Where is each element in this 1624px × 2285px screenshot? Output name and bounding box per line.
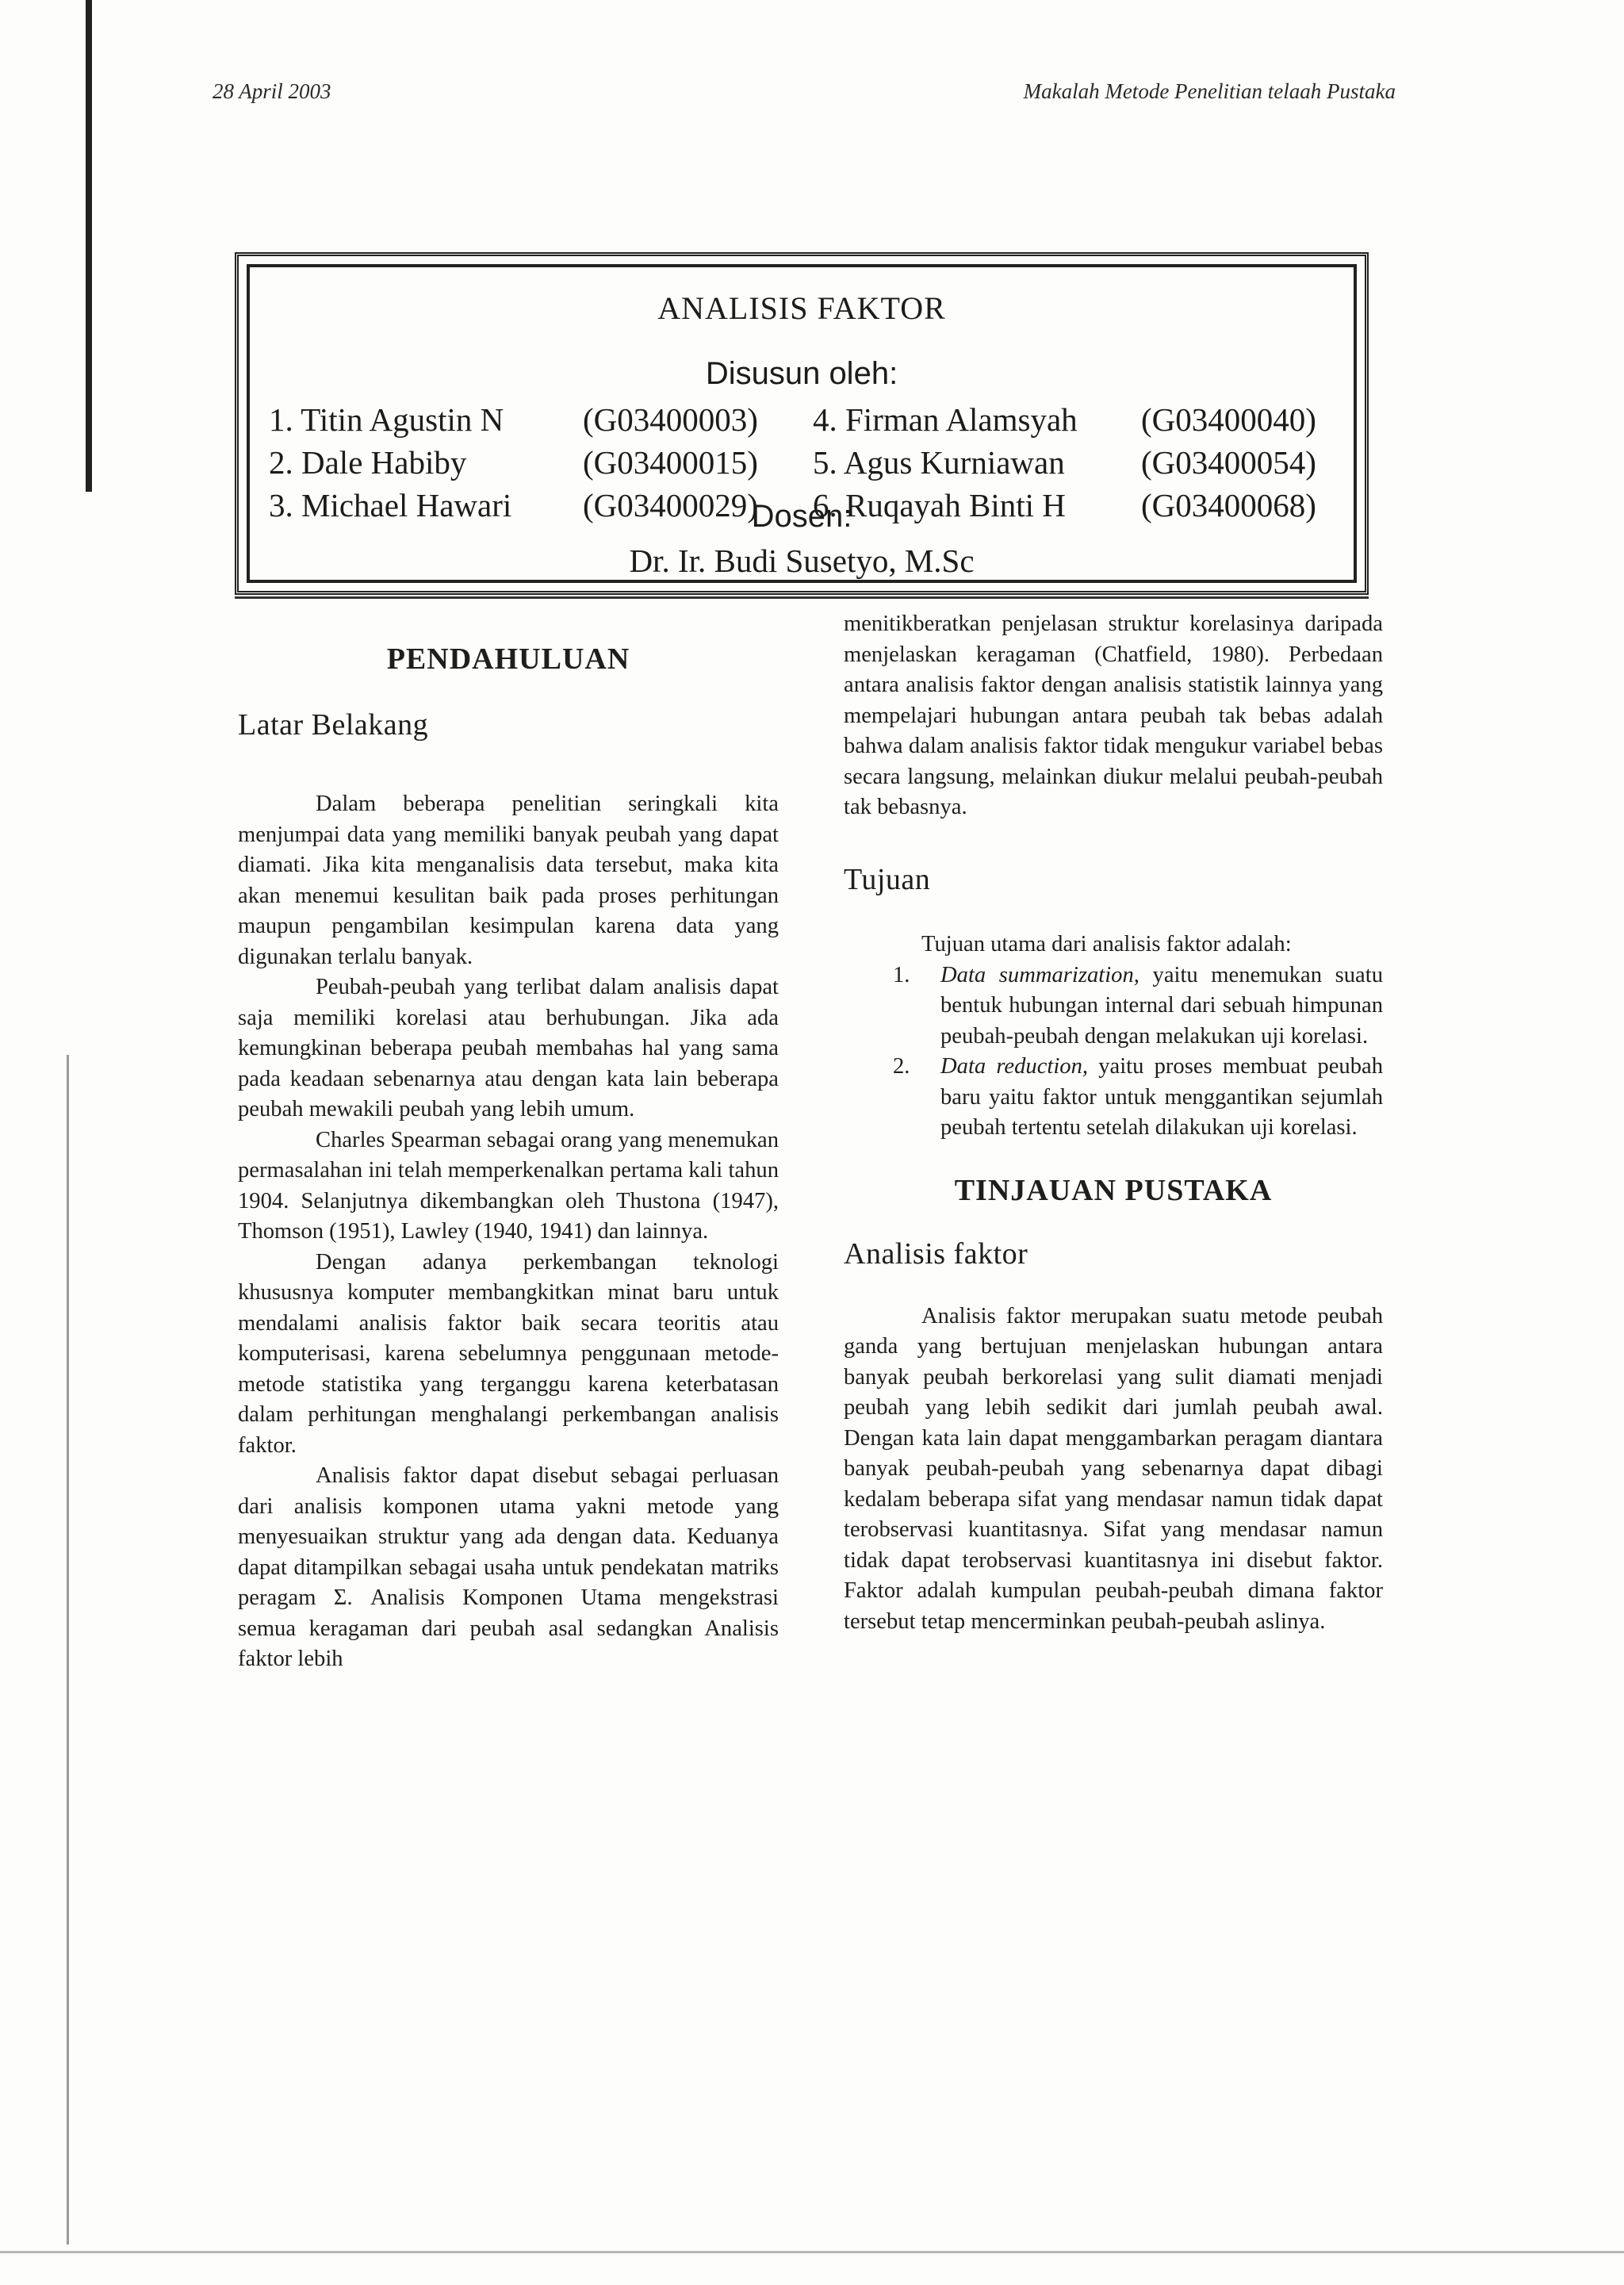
author-id: (G03400029) <box>583 487 758 523</box>
authored-by-label: Disusun oleh: <box>705 356 898 391</box>
title-box-underline <box>235 596 1369 599</box>
author-id: (G03400003) <box>583 401 758 438</box>
paper-title: ANALISIS FAKTOR <box>657 290 946 326</box>
section-heading-pendahuluan: PENDAHULUAN <box>386 642 630 676</box>
title-box-inner <box>247 264 1357 583</box>
author-id: (G03400015) <box>583 444 758 481</box>
tujuan-list <box>844 960 1383 1144</box>
header-running-title: Makalah Metode Penelitian telaah Pustaka <box>1023 79 1396 103</box>
paragraph-continuation: menitikberatkan penjelasan struktur korelasinya daripada menjelaskan keragaman (Chatfield, 1980). Perbedaan antara analisis faktor dengan analisis statistik lainnya yang mempelajari hubungan antara peubah tak bebas adalah bahwa dalam analisis faktor tidak mengukur variabel bebas secara langsung, melainkan diukur melalui peubah-peubah tak bebasnya. <box>844 612 1383 819</box>
list-item-text: yaitu menemukan suatu bentuk hubungan internal dari sebuah himpunan peubah-peubah dengan melakukan uji korelasi. <box>940 962 1383 1049</box>
list-item-text: yaitu proses membuat peubah baru yaitu faktor untuk menggantikan sejumlah peubah tertentu setelah dilakukan uji korelasi. <box>940 1054 1383 1140</box>
list-item-number: 1. <box>893 962 910 987</box>
list-item <box>844 1052 1383 1144</box>
author-id: (G03400054) <box>1141 444 1316 481</box>
scan-edge-mark <box>86 0 92 492</box>
title-box <box>235 252 1369 595</box>
scan-edge-mark-lower <box>67 1055 69 2245</box>
running-header <box>213 79 1396 104</box>
paragraph: Analisis faktor merupakan suatu metode peubah ganda yang bertujuan menjelaskan hubungan antara banyak peubah berkorelasi yang sulit diamati menjadi peubah yang lebih sedikit dari jumlah peubah awal. Dengan kata lain dapat menggambarkan peragam diantara banyak peubah-peubah yang sebenarnya dapat dibagi kedalam beberapa sifat yang mendasar namun tidak dapat terobservasi kuantitasnya. Sifat yang mendasar namun tidak dapat terobservasi kuantitasnya ini disebut faktor. Faktor adalah kumpulan peubah-peubah dimana faktor tersebut tetap mencerminkan peubah-peubah aslinya. <box>844 1303 1383 1634</box>
author-id: (G03400068) <box>1141 487 1316 523</box>
list-item-term: Data reduction, <box>940 1054 1089 1079</box>
subsection-heading-latar-belakang: Latar Belakang <box>238 707 429 742</box>
paragraph: Charles Spearman sebagai orang yang menemukan permasalahan ini telah memperkenalkan pertama kali tahun 1904. Selanjutnya dikembangkan oleh Thustona (1947), Thomson (1951), Lawley (1940, 1941) dan lainnya. <box>238 1127 779 1244</box>
section-heading-tinjauan-pustaka: TINJAUAN PUSTAKA <box>954 1173 1273 1207</box>
tujuan-intro: Tujuan utama dari analisis faktor adalah: <box>921 932 1292 957</box>
author-name: 5. Agus Kurniawan <box>813 444 1065 481</box>
list-item-number: 2. <box>893 1054 910 1079</box>
left-column <box>238 633 779 1675</box>
author-name: 1. Titin Agustin N <box>269 401 504 438</box>
subsection-heading-analisis-faktor: Analisis faktor <box>844 1237 1028 1271</box>
lecturer-label: Dosen: <box>751 499 852 534</box>
paragraph: Dalam beberapa penelitian seringkali kita menjumpai data yang memiliki banyak peubah yang dapat diamati. Jika kita menganalisis data tersebut, maka kita akan menemui kesulitan baik pada proses perhitungan maupun pengambilan kesimpulan karena data yang digunakan terlalu banyak. <box>238 792 779 969</box>
list-item-term: Data summarization, <box>940 962 1139 987</box>
paragraph: Dengan adanya perkembangan teknologi khususnya komputer membangkitkan minat baru untuk mendalami analisis faktor baik secara teoritis atau komputerisasi, karena sebelumnya penggunaan metode-metode statistika yang terganggu karena keterbatasan dalam perhitungan menghalangi perkembangan analisis faktor. <box>238 1249 779 1458</box>
paragraph: Peubah-peubah yang terlibat dalam analisis dapat saja memiliki korelasi atau berhubungan. Jika ada kemungkinan beberapa peubah membahas hal yang sama pada keadaan sebenarnya atau dengan kata lain beberapa peubah mewakili peubah yang lebih umum. <box>238 975 779 1121</box>
author-name: 6. Ruqayah Binti H <box>813 487 1066 523</box>
lecturer-name: Dr. Ir. Budi Susetyo, M.Sc <box>629 542 975 579</box>
right-column <box>844 609 1383 1637</box>
author-name: 3. Michael Hawari <box>269 487 512 523</box>
author-id: (G03400040) <box>1141 401 1316 438</box>
header-date: 28 April 2003 <box>213 79 331 103</box>
paragraph: Analisis faktor dapat disebut sebagai perluasan dari analisis komponen utama yakni metode yang menyesuaikan struktur yang ada dengan data. Keduanya dapat ditampilkan sebagai usaha untuk pendekatan matriks peragam Σ. Analisis Komponen Utama mengekstrasi semua keragaman dari peubah asal sedangkan Analisis faktor lebih <box>238 1463 779 1671</box>
subsection-heading-tujuan: Tujuan <box>844 862 931 896</box>
list-item <box>844 960 1383 1052</box>
author-name: 4. Firman Alamsyah <box>813 401 1078 438</box>
author-name: 2. Dale Habiby <box>269 444 467 481</box>
scan-bottom-rule <box>0 2251 1624 2253</box>
